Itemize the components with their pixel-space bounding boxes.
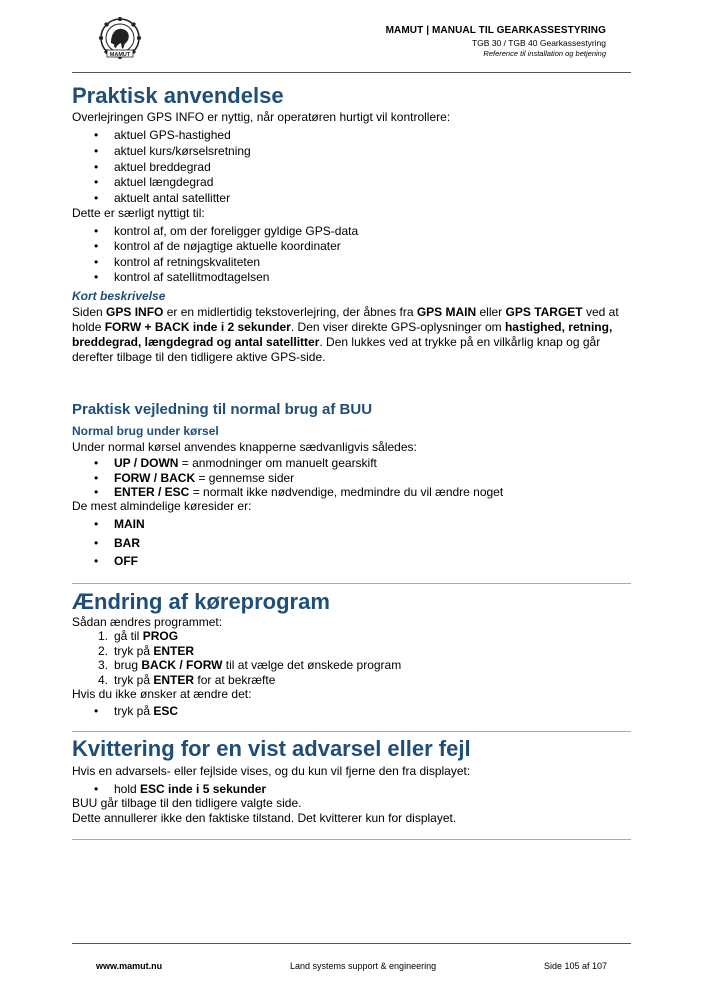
header-divider [72,72,631,73]
paragraph: Hvis du ikke ønsker at ændre det: [72,687,252,701]
numbered-step: 1. gå til PROG [97,629,179,643]
paragraph: De mest almindelige køresider er: [72,499,252,513]
numbered-step: 3. brug BACK / FORW til at vælge det ønskede program [97,658,402,672]
paragraph: Dette annullerer ikke den faktiske tilstand. Det kvitterer kun for displayet. [72,811,457,825]
section-intro: Under normal kørsel anvendes knapperne sædvanligvis således: [72,440,417,454]
list-item: • kontrol af satellitmodtagelsen [94,270,270,284]
section-divider [72,583,631,584]
subsection-heading: Kort beskrivelse [72,289,166,303]
list-item: • tryk på ESC [94,704,179,718]
footer-tagline: Land systems support & engineering [290,961,437,971]
list-item: • FORW / BACK = gennemse sider [94,471,295,485]
list-item: • aktuel breddegrad [94,160,211,174]
list-item: • ENTER / ESC = normalt ikke nødvendige, medmindre du vil ændre noget [94,485,504,499]
footer-divider [72,943,631,944]
list-item: • UP / DOWN = anmodninger om manuelt gearskift [94,456,377,470]
list-item: • kontrol af, om der foreligger gyldige GPS-data [94,224,359,238]
section-divider [72,731,631,732]
section-intro: Hvis en advarsels- eller fejlside vises, og du kun vil fjerne den fra displayet: [72,764,471,778]
paragraph: Dette er særligt nyttigt til: [72,206,205,220]
section-heading: Ændring af køreprogram [72,589,330,614]
list-item: • hold ESC inde i 5 sekunder [94,782,267,796]
manual-reference: Reference til installation og betjening [483,49,606,58]
list-item: • aktuel kurs/kørselsretning [94,144,251,158]
numbered-step: 2. tryk på ENTER [97,644,195,658]
numbered-step: 4. tryk på ENTER for at bekræfte [97,673,276,687]
list-item: • aktuel GPS-hastighed [94,128,231,142]
section-heading: Praktisk vejledning til normal brug af BUU [72,401,373,418]
list-item: • aktuelt antal satellitter [94,191,231,205]
list-item: • aktuel længdegrad [94,175,214,189]
section-divider [72,839,631,840]
document-header [386,25,606,58]
list-item: • kontrol af retningskvaliteten [94,255,261,269]
section-heading: Praktisk anvendelse [72,83,284,108]
manual-subtitle: TGB 30 / TGB 40 Gearkassestyring [471,38,606,48]
list-item: • kontrol af de nøjagtige aktuelle koordinater [94,239,341,253]
subsection-heading: Normal brug under kørsel [72,424,219,438]
paragraph: BUU går tilbage til den tidligere valgte side. [72,796,302,810]
page-number: Side 105 af 107 [543,961,607,971]
manual-title: MAMUT | MANUAL TIL GEARKASSESTYRING [385,25,606,36]
section-intro: Sådan ændres programmet: [72,615,223,629]
logo-text: MAMUT [109,52,131,58]
list-item: • MAIN [94,517,145,531]
list-item: • BAR [94,536,140,550]
footer-url[interactable]: www.mamut.nu [96,961,163,971]
mamut-logo [95,16,145,62]
section-intro: Overlejringen GPS INFO er nyttig, når operatøren hurtigt vil kontrollere: [72,110,451,124]
description-paragraph: Siden GPS INFO er en midlertidig tekstoverlejring, der åbnes fra GPS MAIN eller GPS TARGET ved at holde FORW + BACK inde i 2 sekunder. Den viser direkte GPS-oplysninger om hastighed, retning, breddegrad, længdegrad og antal satellitter. Den lukkes ved at trykke på en vilkårlig knap og går derefter tilbage til den tidligere aktive GPS-side. [72,305,619,364]
list-item: • OFF [94,554,138,568]
section-heading: Kvittering for en vist advarsel eller fejl [72,736,471,761]
